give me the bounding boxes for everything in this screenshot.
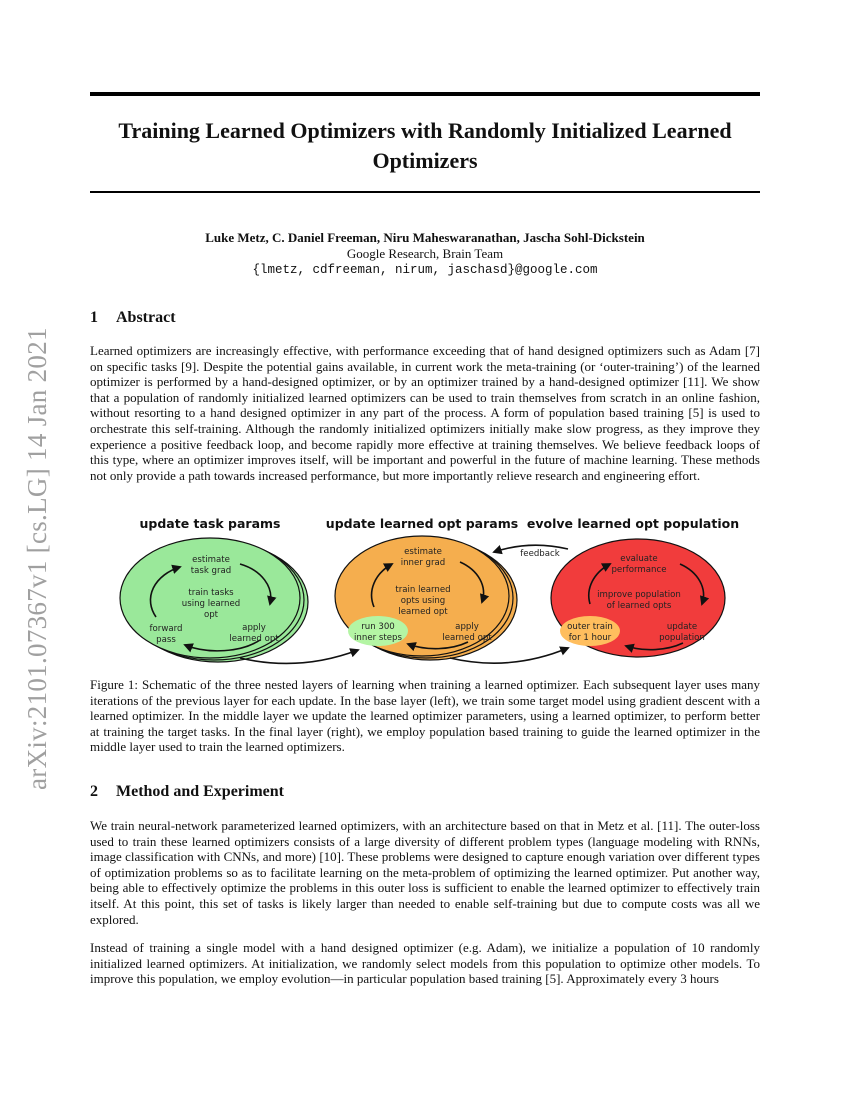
- label-opt: opt: [203, 610, 219, 620]
- label-evaluate: evaluate: [620, 554, 658, 564]
- label-task-grad: task grad: [190, 566, 232, 576]
- figure-1-diagram: [90, 512, 760, 677]
- panel-heading-task: update task params: [139, 516, 281, 531]
- title-rule-bottom: [90, 191, 760, 193]
- panel-learned-opt-ellipses: [335, 536, 517, 660]
- label-learned-opt: learned opt: [442, 633, 492, 643]
- label-estimate: estimate: [404, 547, 442, 557]
- label-inner-grad: inner grad: [400, 558, 446, 568]
- label-opts-using: opts using: [400, 596, 446, 606]
- author-affiliation: Google Research, Brain Team: [346, 246, 504, 261]
- label-learned-opt: learned opt: [229, 634, 279, 644]
- label-estimate: estimate: [192, 555, 230, 565]
- section-heading-abstract: [90, 309, 176, 327]
- label-learned-opt: learned opt: [398, 607, 448, 617]
- figure-1-caption: Figure 1: Schematic of the three nested layers of learning when training a learned optimizer. Each subsequent layer uses many iterations of the previous layer for each update. In the base layer (left), we train some target model using gradient descent with a learned optimizer. In the middle layer we update the learned optimizer parameters, using a learned optimizer, to perform better at training the target tasks. In the final layer (right), we employ population based training to guide the learned optimizer in the middle layer used to train the learned optimizers.: [90, 677, 760, 755]
- panel-population-ellipse: [551, 539, 725, 657]
- title-rule-top: [90, 92, 760, 96]
- label-feedback: feedback: [520, 549, 560, 559]
- paper-title: Training Learned Optimizers with Randomly Initialized Learned Optimizers: [118, 118, 732, 173]
- label-of-learned-opts: of learned opts: [606, 601, 672, 611]
- author-names: Luke Metz, C. Daniel Freeman, Niru Maheswaranathan, Jascha Sohl-Dickstein: [205, 230, 645, 245]
- label-pass: pass: [156, 635, 176, 645]
- method-paragraph-2: Instead of training a single model with a hand designed optimizer (e.g. Adam), we initialize a population of 10 randomly initialized learned optimizers. At initialization, we randomly select models from this population to optimize other models. To improve this population, we employ evolution—in particular population based training [5]. Approximately every 3 hours: [90, 940, 760, 987]
- label-train-learned: train learned: [395, 585, 451, 595]
- figure-1: [90, 512, 760, 677]
- author-block: [90, 230, 760, 278]
- method-paragraph-1: We train neural-network parameterized learned optimizers, with an architecture based on that in Metz et al. [11]. The outer-loss used to train these learned optimizers consists of a large diversity of different problem types (language modeling with RNNs, image classification with CNNs, and more) [10]. These problems were designed to capture enough variation over different types of optimization problems so as to facilitate learning on the meta-problem of optimizing the learned optimizer. Put another way, being able to effectively optimize the problems in this outer loss is sufficient to enable the learned optimizer to effectively train itself. At this point, this set of tasks is likely larger than needed to enable self-training but due to compute costs was all we explored.: [90, 818, 760, 927]
- panel-heading-population: evolve learned opt population: [526, 516, 740, 531]
- label-performance: performance: [611, 565, 667, 575]
- label-apply: apply: [455, 622, 479, 632]
- label-update: update: [666, 622, 698, 632]
- section-number: 2: [90, 783, 98, 800]
- section-title: Method and Experiment: [116, 783, 284, 800]
- section-heading-method: [90, 783, 284, 801]
- section-title: Abstract: [116, 309, 176, 326]
- label-using-learned: using learned: [181, 599, 241, 609]
- label-improve-population: improve population: [597, 590, 681, 600]
- author-emails: {lmetz, cdfreeman, nirum, jaschasd}@google.com: [252, 263, 598, 277]
- panel-heading-learned-opt: update learned opt params: [325, 516, 519, 531]
- label-outer-train: outer train: [567, 622, 613, 632]
- arxiv-side-stamp: arXiv:2101.07367v1 [cs.LG] 14 Jan 2021: [22, 327, 52, 790]
- label-apply: apply: [242, 623, 266, 633]
- section-number: 1: [90, 309, 98, 326]
- label-forward: forward: [149, 624, 183, 634]
- abstract-paragraph: Learned optimizers are increasingly effective, with performance exceeding that of hand designed optimizers such as Adam [7] on specific tasks [9]. Despite the potential gains available, in current work the meta-training (or ‘outer-training’) of the learned optimizer is performed by a hand-designed optimizer, or by an optimizer trained by a hand-designed optimizer [11]. We show that a population of randomly initialized learned optimizers can be used to train themselves from scratch in an online fashion, without resorting to a hand designed optimizer in any part of the process. A form of population based training [5] is used to orchestrate this self-training. Although the randomly initialized optimizers initially make slow progress, as they improve they experience a positive feedback loop, and become rapidly more effective at training themselves. We believe feedback loops of this type, where an optimizer improves itself, will be important and powerful in the future of machine learning. These methods not only provide a path towards increased performance, but more importantly relieve research and engineering effort.: [90, 343, 760, 483]
- label-inner-steps: inner steps: [354, 633, 402, 643]
- label-for-1-hour: for 1 hour: [568, 633, 612, 643]
- panel-task-ellipses: [120, 538, 308, 662]
- label-population: population: [659, 633, 705, 643]
- label-train-tasks: train tasks: [188, 588, 234, 598]
- label-run-300: run 300: [361, 622, 395, 632]
